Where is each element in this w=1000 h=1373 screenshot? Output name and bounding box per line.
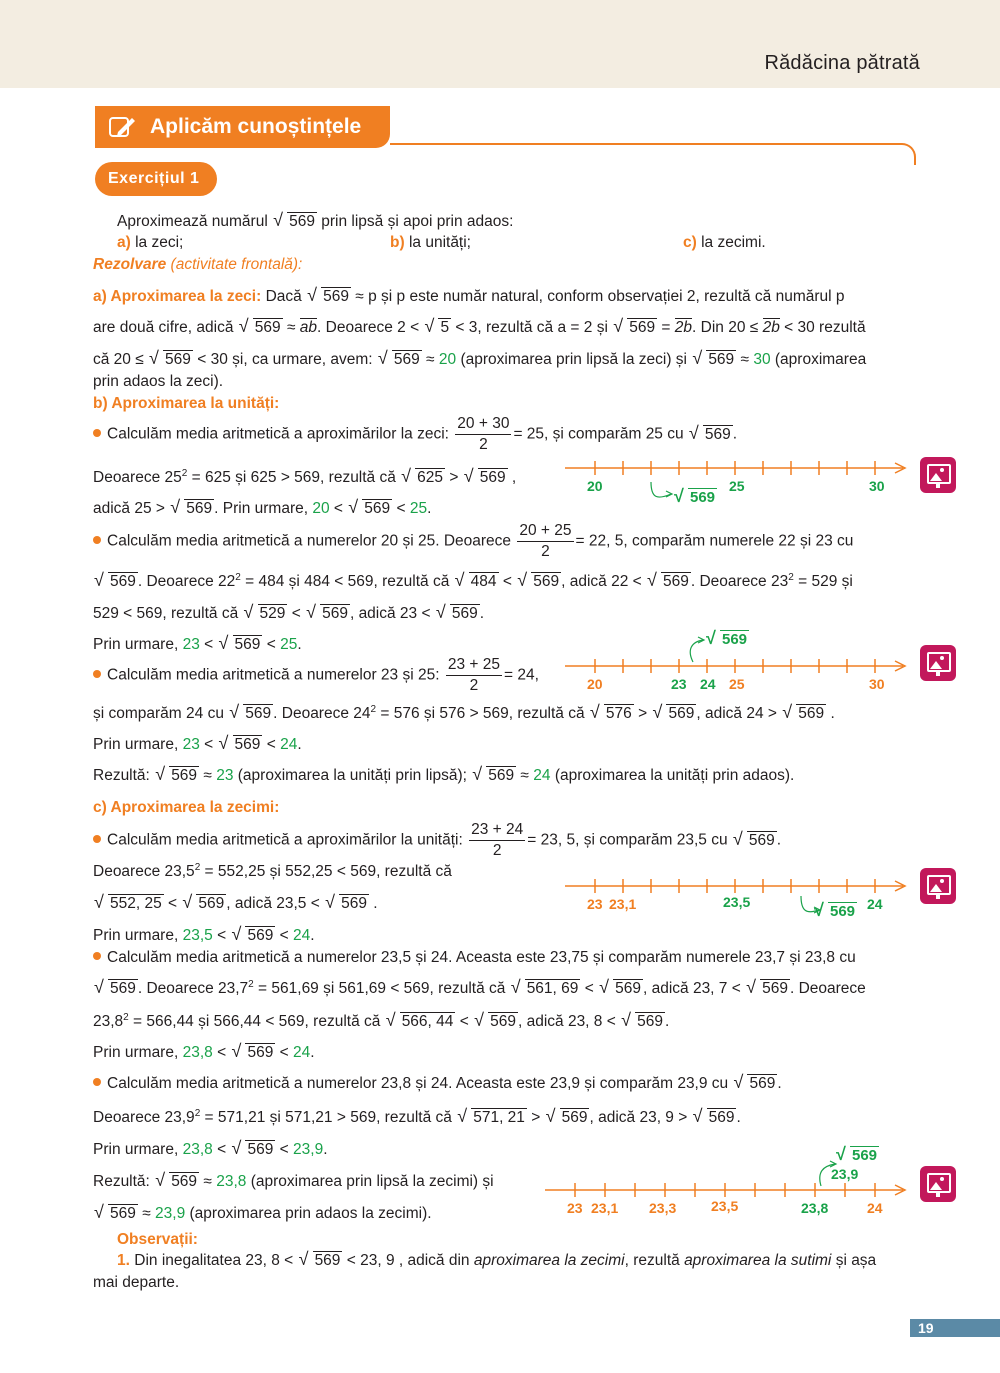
observation-1-cont: mai departe. <box>93 1274 180 1291</box>
tick-label: 23,3 <box>649 1200 677 1216</box>
option-b: b) la unități; <box>390 234 471 251</box>
tick-label: 30 <box>869 478 885 494</box>
interactive-screen-icon[interactable] <box>920 457 956 493</box>
pencil-note-icon <box>108 114 138 140</box>
tick-label: 24 <box>867 1200 883 1216</box>
part-c-q1: Calculăm media aritmetică a aproximărilor la unități: $\frac{23 + 24}{2}$ = 23, 5, și comparăm 23,5 cu √ 569 . <box>93 820 781 861</box>
section-rule <box>390 143 902 145</box>
part-c-q7: $23,8^2 = 566,44$ și 566,44 < 569, rezultă că √ 566, 44 < √ 569 , adică 23, 8 < √ 569 . <box>93 1012 669 1032</box>
interactive-screen-icon[interactable] <box>920 1166 956 1202</box>
page-number-box <box>910 1319 1000 1337</box>
part-c-q5: Calculăm media aritmetică a numerelor 23,5 și 24. Aceasta este 23,75 și comparăm numerele 23,7 și 23,8 cu <box>93 948 856 968</box>
tick-label: 23,8 <box>801 1200 829 1216</box>
part-a-line1: a) Aproximarea la zeci: Dacă √ 569 ≈ p și p este număr natural, conform observației 2, rezultă că numărul p <box>93 287 845 307</box>
number-line-2 <box>565 628 910 698</box>
part-c-q8: Prin urmare, 23,8 < √ 569 < 24. <box>93 1043 315 1063</box>
part-c-q9: Calculăm media aritmetică a numerelor 23,8 și 24. Aceasta este 23,9 și comparăm 23,9 cu √ 569 . <box>93 1074 782 1094</box>
part-a-line2: are două cifre, adică √ 569 ≈ ab. Deoarece 2 < √ 5 < 3, rezultă că a = 2 și √ 569 = 2b. Din 20 ≤ 2b < 30 rezultă <box>93 318 866 338</box>
tick-label-upper: 23,9 <box>831 1166 859 1182</box>
part-b-p7: Prin urmare, 23 < √ 569 < 25. <box>93 635 302 655</box>
part-c-q3: √ 552, 25 < √ 569 , adică 23,5 < √ 569 . <box>93 894 378 914</box>
tick-label: 23,5 <box>711 1198 739 1214</box>
root-marker: √ 569 <box>815 902 857 921</box>
observations-title: Observații: <box>117 1231 198 1248</box>
part-c-q13: √ 569 ≈ 23,9 (aproximarea prin adaos la zecimi). <box>93 1204 432 1224</box>
part-c-q6: √ 569 . Deoarece $23,7^2 = 561,69$ și 561,69 < 569, rezultă că √ 561, 69 < √ 569 , adică 23, 7 < √ 569 . Deoarece <box>93 979 866 999</box>
tick-label: 23,1 <box>609 896 637 912</box>
part-b-p5: √ 569 . Deoarece $22^2 = 484$ și 484 < 569, rezultă că √ 484 < √ 569 , adică 22 < √ 569 . Deoarece $23^2 = 529$ și <box>93 572 853 592</box>
interactive-screen-icon[interactable] <box>920 868 956 904</box>
part-c-q4: Prin urmare, 23,5 < √ 569 < 24. <box>93 926 315 946</box>
tick-label: 23,1 <box>591 1200 619 1216</box>
sqrt-569: √ 569 <box>274 212 317 232</box>
tick-label: 23,5 <box>723 894 751 910</box>
part-c-q12: Rezultă: √ 569 ≈ 23,8 (aproximarea prin lipsă la zecimi) și <box>93 1172 494 1192</box>
part-c-title: c) Aproximarea la zecimi: <box>93 799 280 816</box>
tick-label: 20 <box>587 478 603 494</box>
part-b-p1: Calculăm media aritmetică a aproximărilor la zeci: $\frac{20 + 30}{2}$ = 25, și comparăm 25 cu √ 569 . <box>93 414 737 455</box>
section-rule-curve <box>890 143 916 165</box>
exercise-badge <box>95 162 217 196</box>
statement-line <box>117 212 513 232</box>
part-b-p8: Calculăm media aritmetică a numerelor 23 și 25: $\frac{23 + 25}{2}$ = 24, <box>93 655 539 696</box>
tick-label: 24 <box>700 676 716 692</box>
chapter-title: Rădăcina pătrată <box>764 52 920 74</box>
part-a-line4: prin adaos la zeci). <box>93 373 224 390</box>
tick-label: 25 <box>729 478 745 494</box>
part-b-p2: Deoarece $25^2 = 625$ și 625 > 569, rezultă că √ 625 > √ 569 , <box>93 468 516 488</box>
root-marker: √ 569 <box>675 488 717 507</box>
number-line-1 <box>565 458 910 508</box>
part-b-p11: Rezultă: √ 569 ≈ 23 (aproximarea la unități prin lipsă); √ 569 ≈ 24 (aproximarea la unități prin adaos). <box>93 766 794 786</box>
tick-label: 20 <box>587 676 603 692</box>
number-line-4 <box>545 1144 910 1224</box>
root-marker: √ 569 <box>707 630 749 649</box>
part-a-line3: că 20 ≤ √ 569 < 30 și, ca urmare, avem: √ 569 ≈ 20 (aproximarea prin lipsă la zeci) și √ 569 ≈ 30 (aproximarea <box>93 350 866 370</box>
bullet-icon <box>93 1078 101 1086</box>
tick-label: 23 <box>587 896 603 912</box>
tick-label: 30 <box>869 676 885 692</box>
bullet-icon <box>93 536 101 544</box>
bullet-icon <box>93 670 101 678</box>
exercise-label: Exercițiul 1 <box>108 170 200 187</box>
part-c-q11: Prin urmare, 23,8 < √ 569 < 23,9. <box>93 1140 328 1160</box>
part-b-p3: adică 25 > √ 569 . Prin urmare, 20 < √ 569 < 25. <box>93 499 431 519</box>
bullet-icon <box>93 429 101 437</box>
tick-label: 24 <box>867 896 883 912</box>
tick-label: 23 <box>671 676 687 692</box>
bullet-icon <box>93 952 101 960</box>
section-title: Aplicăm cunoștințele <box>150 115 362 138</box>
part-c-q2: Deoarece $23,5^2 = 552,25$ și 552,25 < 569, rezultă că <box>93 861 452 880</box>
part-b-p4: Calculăm media aritmetică a numerelor 20 și 25. Deoarece $\frac{20 + 25}{2}$ = 22, 5, comparăm numerele 22 și 23 cu <box>93 521 853 562</box>
tick-label: 25 <box>729 676 745 692</box>
option-c: c) la zecimi. <box>683 234 766 251</box>
part-b-title: b) Aproximarea la unități: <box>93 395 280 412</box>
number-line-3 <box>565 876 910 926</box>
option-a: a) la zeci; <box>117 234 184 251</box>
statement-text: Aproximează numărul <box>117 213 268 230</box>
statement-text: prin lipsă și apoi prin adaos: <box>321 213 514 230</box>
observation-1: 1. Din inegalitatea 23, 8 < √ 569 < 23, 9 , adică din aproximarea la zecimi, rezultă aproximarea la sutimi și așa <box>117 1251 876 1271</box>
part-c-q10: Deoarece $23,9^2 = 571,21$ și 571,21 > 569, rezultă că √ 571, 21 > √ 569 , adică 23, 9 > √ 569 . <box>93 1108 741 1128</box>
section-banner <box>95 106 390 148</box>
solution-label: Rezolvare (activitate frontală): <box>93 256 303 273</box>
bullet-icon <box>93 835 101 843</box>
page-number: 19 <box>918 1320 934 1336</box>
part-b-p6: 529 < 569, rezultă că √ 529 < √ 569 , adică 23 < √ 569 . <box>93 604 484 624</box>
tick-label: 23 <box>567 1200 583 1216</box>
interactive-screen-icon[interactable] <box>920 645 956 681</box>
page-header <box>0 0 1000 88</box>
part-b-p10: Prin urmare, 23 < √ 569 < 24. <box>93 735 302 755</box>
root-marker: √ 569 <box>837 1146 879 1165</box>
part-b-p9: și comparăm 24 cu √ 569 . Deoarece $24^2 = 576$ și 576 > 569, rezultă că √ 576 > √ 569 , adică 24 > √ 569 . <box>93 704 835 724</box>
